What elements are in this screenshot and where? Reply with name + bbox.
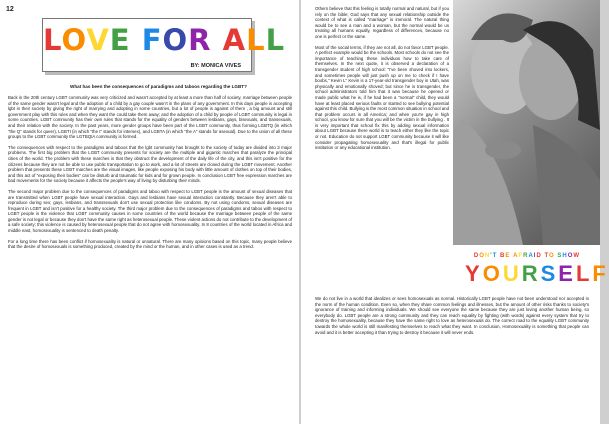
page-number-left: 12	[6, 6, 14, 13]
title-letter: O	[162, 23, 189, 57]
article-body-right-column	[315, 6, 449, 156]
slogan-letter: R	[523, 253, 529, 259]
title-letter	[212, 23, 223, 57]
slogan-letter: D	[536, 253, 542, 259]
slogan-yourself	[465, 261, 609, 287]
slogan-letter: E	[558, 261, 576, 286]
right-page	[301, 0, 609, 424]
paragraph: The second major problem due to the consequences of paradigms and taboo with respect to LGBT people is the amount of sexual diseases that are transmitted when LGBT people have sexual interaction. Gays and lesbians have sexual interaction constantly. Because they aren't able to reproduce during sex; gays, lesbians, and transsexuals don't use sexual protection like condoms. By not using condoms, sexual diseases are frequent in LGBT and isn't positive for a healthy society. The third major problem due to the consequences of paradigms and taboo with respect to LGBT people is the violence that LGBT community causes in some countries of the world because the marriage between people of the same gender is not legal or because they don't have the same right as heterosexual people. These violent actions do not contribute to the development of a safe society; this violence is caused by heterosexual people that do not agree with homosexuality. In 8 countries of the world located in Africa and middle east, homosexuality is sentenced to death penalty.	[8, 188, 292, 234]
slogan-letter: F	[592, 261, 609, 286]
slogan-letter: S	[557, 253, 563, 259]
paragraph: The consequences with respect to the paradigms and taboos that the lgbt community has brought to the society of today are divided into 3 major problems. The first big problem that the LGBT community presents for society are the multiple and gigantic marches that paralyze the principal cities of the world. The problem with these marches is that they obstruct the development of the daily life of the city, and this isn't positive for the citizens because they are not be able to use public transportation to go to work, and a lot of streets are closed during the LGBT movement. Another problem that presents these LGBT marches are the visual images, like people exposing his body with little amount of clothes on top of their bodies, and this act of "exposing their bodies" can be disturb and traumatic for kids and for grown people. In conclusion LGBT free expression marches are bad movements for the society because it affects the people's way of living by disturbing their minds.	[8, 144, 292, 184]
paragraph: Back in the 20th century LGBT community was very criticized and wasn't accepted by at least a more than half of society, marriage between people of the same gender wasn't legal and the adoption of a child by a gay couple wasn't in the plans of any government. In this days people is accepting lgbt in their society by giving the right of marrying and adopting in some countries, but a lot of people is against of them , a big amount and still government play with this rules and when they want the could take them away; and the adoption of a child by people of LGBT community is legal in some countries. LGBT community has their own rules that stands for the equality of genders between lesbians, gays, bisexuals, and transexuals, and their relation with the society. In the past years, more gender groups have been part of the LGBT community, thus forming LGBTQ (in which "the Q" stands for queer), LGBTI (in which "the I" stands for intersex), and LGBTA (in which "the A" stands for asexual). Due to the union of all these groups to the LGBT community the LGTBQIA community is formed.	[8, 95, 292, 140]
paragraph: For a long time there has been conflict if homosexuality is natural or unnatural. There are many opinions based on this topic, many people believe that the desire of homosexuals is something produced, created by the mind or the human, and in other cases is used as a trend.	[8, 238, 292, 250]
title-letter: L	[43, 23, 62, 57]
slogan-letter: A	[528, 253, 534, 259]
title-letter: E	[109, 23, 131, 57]
slogan-letter: H	[562, 253, 568, 259]
title-letter: A	[222, 23, 247, 57]
paragraph: We do not live in a world that idealizes or sees homosexuals as normal. Historically LGBT people have not been understood nor accepted in the norm of the human condition. Even so, when they share common feelings and illnesses, but the amount of other risks thanks to society's ignorance of training and informing individuals. We should see everyone the same because they are just loving another human being, so everybody do. LGBT people are a strong community and they can reach equality by fighting (with words) against every system that try to destroy the homosexuality, because they have the same right to love as heterosexuals do. The correct road to the equality LGBT community towards the whole world is still manifesting themselves to reach what they want. In conclusion, Homosexuality is something that people can avoid and it is better accepting it than trying to destroy it because it will never ends.	[315, 296, 589, 335]
paragraph: Most of the social terms, if they are not all, do not favor LGBT people. A perfect example would be the schools. Most schools do not see the importance of teaching these individuos how to take care of themselves. In the next quote, it is observed a declaration of a transgender student of high school: "I've been shoved into lockers, and sometimes people will just push up on me to check if I have boobs," Kevin L" Kevin is a 17-year-old transgender boy in Utah, was physically and emotionally shoved; but since he is transgender, the school administrators told him that it was because he opened or made public what he is, if he had been a "normal" child, they would have at least placed serious faults or started to see bullying potential against this child. Bullying is the most common situation in school and that problem occurs in all America; and when you're gay in high school, you know for sure that you will be the victim in the bullying . It is very important that school fix this by adding sexual information about LGBT because there world is to teach either they like the topic or not. Education do not support LGBT community because it will like consider propagating homosexuality and that's illegal for public institution or any educational institution.	[315, 44, 450, 151]
slogan-letter: T	[544, 253, 550, 259]
title-letter: F	[141, 23, 163, 57]
slogan-letter: E	[505, 253, 511, 259]
article-body-left	[8, 95, 292, 255]
slogan-letter: R	[521, 261, 541, 286]
article-subtitle: What has been the consequences of paradigms and taboos regarding the LGBT?	[70, 84, 247, 89]
title-letter: O	[61, 23, 87, 57]
slogan-letter: I	[533, 253, 537, 259]
slogan-letter: O	[567, 253, 574, 259]
slogan-letter: A	[513, 253, 519, 259]
title-letter: L	[246, 23, 266, 57]
slogan-letter: W	[573, 253, 581, 259]
slogan-letter: O	[482, 261, 503, 286]
title-letter: L	[265, 23, 286, 57]
slogan-letter: O	[549, 253, 555, 259]
slogan-letter: '	[490, 253, 493, 259]
title-banner	[42, 18, 286, 72]
slogan-letter: D	[473, 253, 480, 259]
slogan-letter: F	[518, 253, 524, 259]
title-letter: V	[86, 23, 110, 57]
article-body-bottom	[315, 296, 589, 340]
slogan-letter: N	[484, 253, 491, 259]
slogan-letter: B	[500, 253, 506, 259]
title-letter: R	[188, 23, 212, 57]
title-letter	[131, 23, 142, 57]
slogan-letter: Y	[465, 261, 483, 286]
article-title	[43, 23, 286, 57]
kiss-photo	[453, 0, 600, 245]
paragraph: Others believe that this feeling is totally normal and natural, but if you rely on the bible; God says that any sexual relationship outside the context of what is called "marriage" is immoral. The natural thing would be to see a man and a woman, but the normal would be us treating all humans equally, regardless of differences, because no one is perfect or the same.	[315, 6, 449, 39]
slogan-letter: T	[492, 253, 498, 259]
left-page	[0, 0, 299, 424]
slogan-top	[457, 253, 597, 259]
slogan-letter: S	[540, 261, 559, 286]
photo-illustration	[453, 0, 600, 245]
byline: BY: MONICA VIVES	[190, 63, 241, 69]
slogan-letter: O	[479, 253, 485, 259]
slogan-letter: U	[502, 261, 522, 286]
slogan-letter: L	[575, 261, 593, 286]
